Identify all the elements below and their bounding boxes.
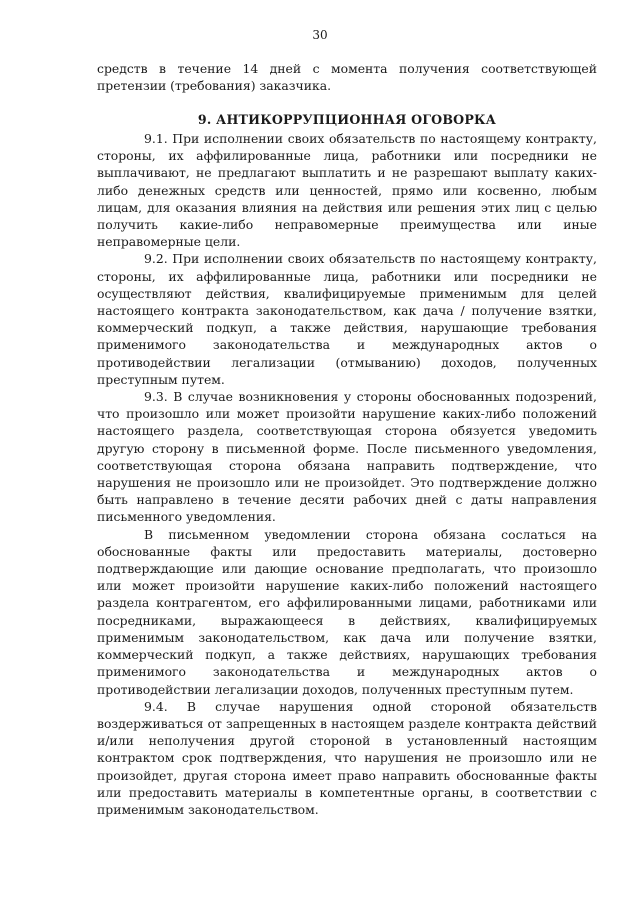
section-body — [97, 130, 597, 818]
paragraph-9-1: 9.1. При исполнении своих обязательств по настоящему контракту, стороны, их аффилированные лица, работники или посредники не выплачивают, не предлагают выплатить и не разрешают выплату каких-либо денежных средств или ценностей, прямо или косвенно, любым лицам, для оказания влияния на действия или решения этих лиц с целью получить какие-либо неправомерные преимущества или иные неправомерные цели. — [97, 131, 597, 250]
paragraph-9-2: 9.2. При исполнении своих обязательств по настоящему контракту, стороны, их аффилированные лица, работники или посредники не осуществляют действия, квалифицируемые применимым для целей настоящего контракта законодательством, как дача / получение взятки, коммерческий подкуп, а также действия, нарушающие требования применимого законодательства и международных актов о противодействии легализации (отмыванию) доходов, полученных преступным путем. — [97, 251, 597, 387]
intro-paragraph — [97, 60, 597, 94]
paragraph-9-4: 9.4. В случае нарушения одной стороной обязательств воздерживаться от запрещенных в настоящем разделе контракта действий и/или неполучения другой стороной в установленный настоящим контрактом срок подтверждения, что нарушения не произошло или не произойдет, другая сторона имеет право направить обоснованные факты или предоставить материалы в компетентные органы, в соответствии с применимым законодательством. — [97, 698, 597, 817]
page-number: 30 — [312, 28, 328, 42]
intro-text: средств в течение 14 дней с момента получения соответствующей претензии (требования) заказчика. — [97, 61, 597, 94]
paragraph-9-3-notice: В письменном уведомлении сторона обязана сослаться на обоснованные факты или предоставить материалы, достоверно подтверждающие или дающие основание предполагать, что произошло или может произойти нарушение каких-либо положений настоящего раздела контрагентом, его аффилированными лицами, работниками или посредниками, выражающееся в действиях, квалифицируемых применимым законодательством, как дача или получение взятки, коммерческий подкуп, а также действиях, нарушающих требования применимого законодательства и международных актов о противодействии легализации доходов, полученных преступным путем. — [97, 526, 597, 697]
paragraph-9-3: 9.3. В случае возникновения у стороны обоснованных подозрений, что произошло или может произойти нарушение каких-либо положений настоящего раздела, соответствующая сторона обязуется уведомить другую сторону в письменной форме. После письменного уведомления, соответствующая сторона обязана направить подтверждение, что нарушения не произошло или не произойдет. Это подтверждение должно быть направлено в течение десяти рабочих дней с даты направления письменного уведомления. — [97, 389, 597, 525]
section-heading: 9. АНТИКОРРУПЦИОННАЯ ОГОВОРКА — [197, 112, 497, 127]
